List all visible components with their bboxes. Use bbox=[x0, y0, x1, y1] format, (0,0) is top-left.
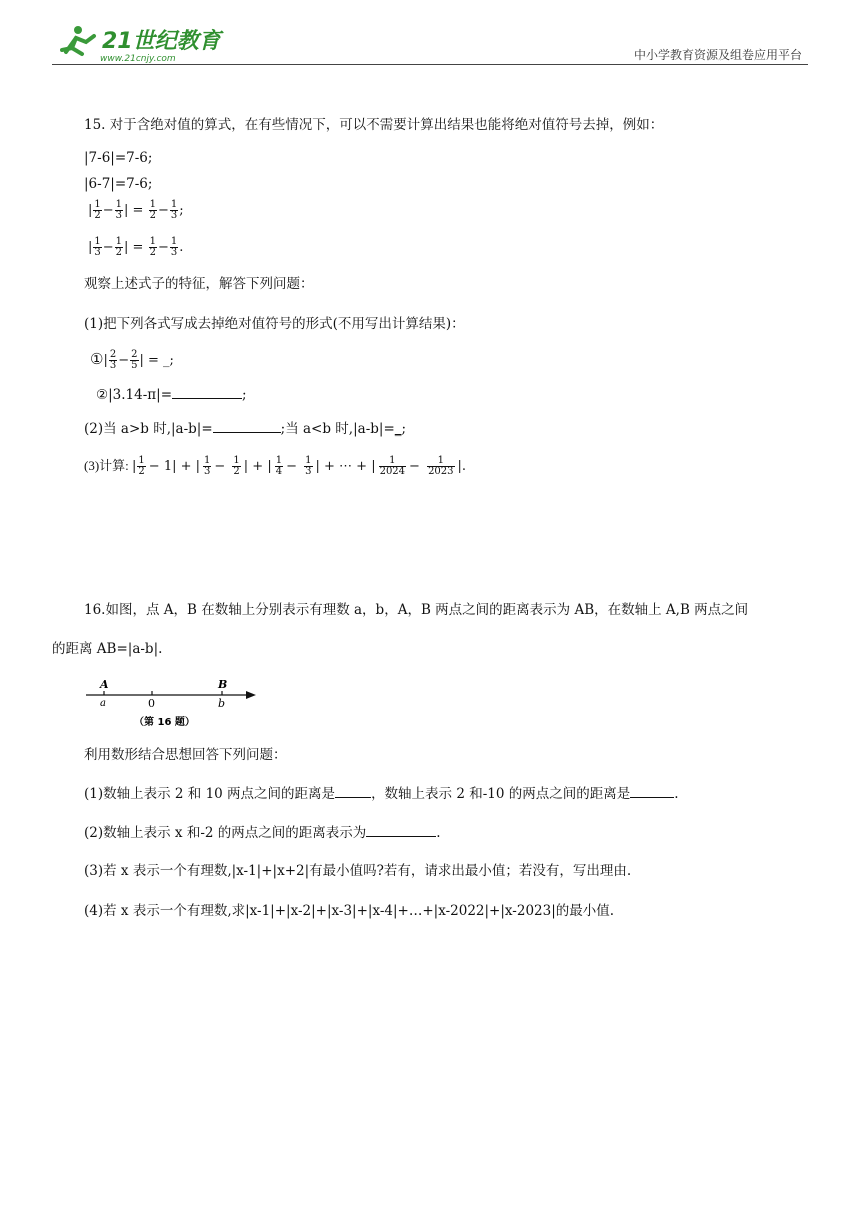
fraction: $\frac{1}{2}$ bbox=[233, 455, 240, 477]
svg-text:www.21cnjy.com: www.21cnjy.com bbox=[100, 54, 176, 64]
label-zero: 0 bbox=[148, 697, 155, 710]
q16-stem-line-1: 16.如图，点 A，B 在数轴上分别表示有理数 a，b，A，B 两点之间的距离表示为 AB，在数轴上 A,B 两点之间 bbox=[84, 602, 749, 618]
svg-text:21世纪教育: 21世纪教育 bbox=[102, 29, 221, 54]
page-header bbox=[0, 0, 860, 70]
arrow-right-icon bbox=[246, 691, 256, 699]
q15-stem: 15. 对于含绝对值的算式，在有些情况下，可以不需要计算出结果也能将绝对值符号去掉，例如： bbox=[84, 117, 664, 133]
fraction: $\frac{1}{2}$ bbox=[149, 199, 156, 221]
fraction: $\frac{1}{2023}$ bbox=[428, 455, 454, 477]
label-B: B bbox=[218, 678, 228, 691]
answer-blank[interactable] bbox=[213, 419, 281, 433]
q15-part-1b: ②|3.14-π|= ; bbox=[96, 387, 247, 403]
fraction: $\frac{1}{3}$ bbox=[305, 455, 312, 477]
fraction: $\frac{1}{2}$ bbox=[149, 236, 156, 258]
figure-caption: （第 16 题） bbox=[134, 717, 195, 728]
label-a: a bbox=[100, 698, 106, 709]
fraction: $\frac{1}{2}$ bbox=[94, 199, 101, 221]
site-name: 中小学教育资源及组卷应用平台 bbox=[633, 48, 802, 62]
header-divider bbox=[52, 64, 808, 65]
q16-part-1: (1)数轴上表示 2 和 10 两点之间的距离是 ，数轴上表示 2 和-10 的两点之间的距离是 . bbox=[84, 786, 679, 802]
q16-part-3: (3)若 x 表示一个有理数,|x-1|+|x+2|有最小值吗?若有，请求出最小值；若没有，写出理由. bbox=[84, 863, 632, 879]
answer-blank[interactable] bbox=[366, 823, 436, 837]
fraction: $\frac{1}{3}$ bbox=[94, 236, 101, 258]
fraction: $\frac{1}{3}$ bbox=[170, 236, 178, 258]
q16-stem-line-2: 的距离 AB=|a-b|. bbox=[52, 641, 163, 657]
q16-use: 利用数形结合思想回答下列问题： bbox=[84, 747, 287, 763]
answer-blank[interactable] bbox=[172, 385, 242, 399]
fraction: $\frac{2}{3}$ bbox=[109, 349, 117, 371]
label-b: b bbox=[218, 697, 226, 710]
q16-part-2: (2)数轴上表示 x 和-2 的两点之间的距离表示为 . bbox=[84, 825, 441, 841]
fraction: $\frac{1}{3}$ bbox=[115, 199, 123, 221]
answer-blank[interactable] bbox=[335, 784, 371, 798]
q15-part-3-expression: | $\frac{1}{2}$ − 1| + | $\frac{1}{3}$ − $\frac{1}{2}$ | + | $\frac{1}{4}$ − $\frac{1}{3}$ | + ⋯ + | $\frac{1}{2024}$ − $\frac{1}{2023}$ |. bbox=[132, 455, 467, 477]
fraction: $\frac{1}{2}$ bbox=[115, 236, 123, 258]
q15-observe: 观察上述式子的特征，解答下列问题： bbox=[84, 276, 314, 292]
fraction: $\frac{2}{5}$ bbox=[131, 349, 138, 371]
q15-part-2: (2)当 a>b 时,|a-b|= ;当 a<b 时,|a-b|=_; bbox=[84, 421, 407, 437]
q15-example-1: |7-6|=7-6; bbox=[84, 150, 153, 166]
fraction: $\frac{1}{4}$ bbox=[275, 455, 283, 477]
q16-part-4: (4)若 x 表示一个有理数,求|x-1|+|x-2|+|x-3|+|x-4|+…+|x-2022|+|x-2023|的最小值. bbox=[84, 903, 615, 919]
fraction: $\frac{1}{3}$ bbox=[204, 455, 211, 477]
q15-part-3: (3)计算: | $\frac{1}{2}$ − 1| + | $\frac{1}{3}$ − $\frac{1}{2}$ | + | $\frac{1}{4}$ − $\frac{1}{3}$ | + ⋯ + | $\frac{1}{2024}$ − $\frac{1}{2023}$ |. bbox=[84, 455, 467, 477]
q15-example-3: | $\frac{1}{2}$ − $\frac{1}{3}$ | = $\frac{1}{2}$ − $\frac{1}{3}$ ; bbox=[88, 199, 184, 221]
q15-part-1a: ①| $\frac{2}{3}$ − $\frac{2}{5}$ | = _; bbox=[90, 349, 174, 371]
answer-blank[interactable] bbox=[630, 784, 674, 798]
logo-21cnjy bbox=[60, 22, 230, 66]
number-line-figure bbox=[84, 675, 264, 731]
q15-example-4: | $\frac{1}{3}$ − $\frac{1}{2}$ | = $\frac{1}{2}$ − $\frac{1}{3}$ . bbox=[88, 236, 184, 258]
fraction: $\frac{1}{3}$ bbox=[170, 199, 178, 221]
q15-part-1: (1)把下列各式写成去掉绝对值符号的形式(不用写出计算结果)： bbox=[84, 316, 465, 332]
fraction: $\frac{1}{2024}$ bbox=[379, 455, 406, 477]
fraction: $\frac{1}{2}$ bbox=[138, 455, 145, 477]
q15-example-2: |6-7|=7-6; bbox=[84, 176, 153, 192]
label-A: A bbox=[100, 678, 109, 691]
